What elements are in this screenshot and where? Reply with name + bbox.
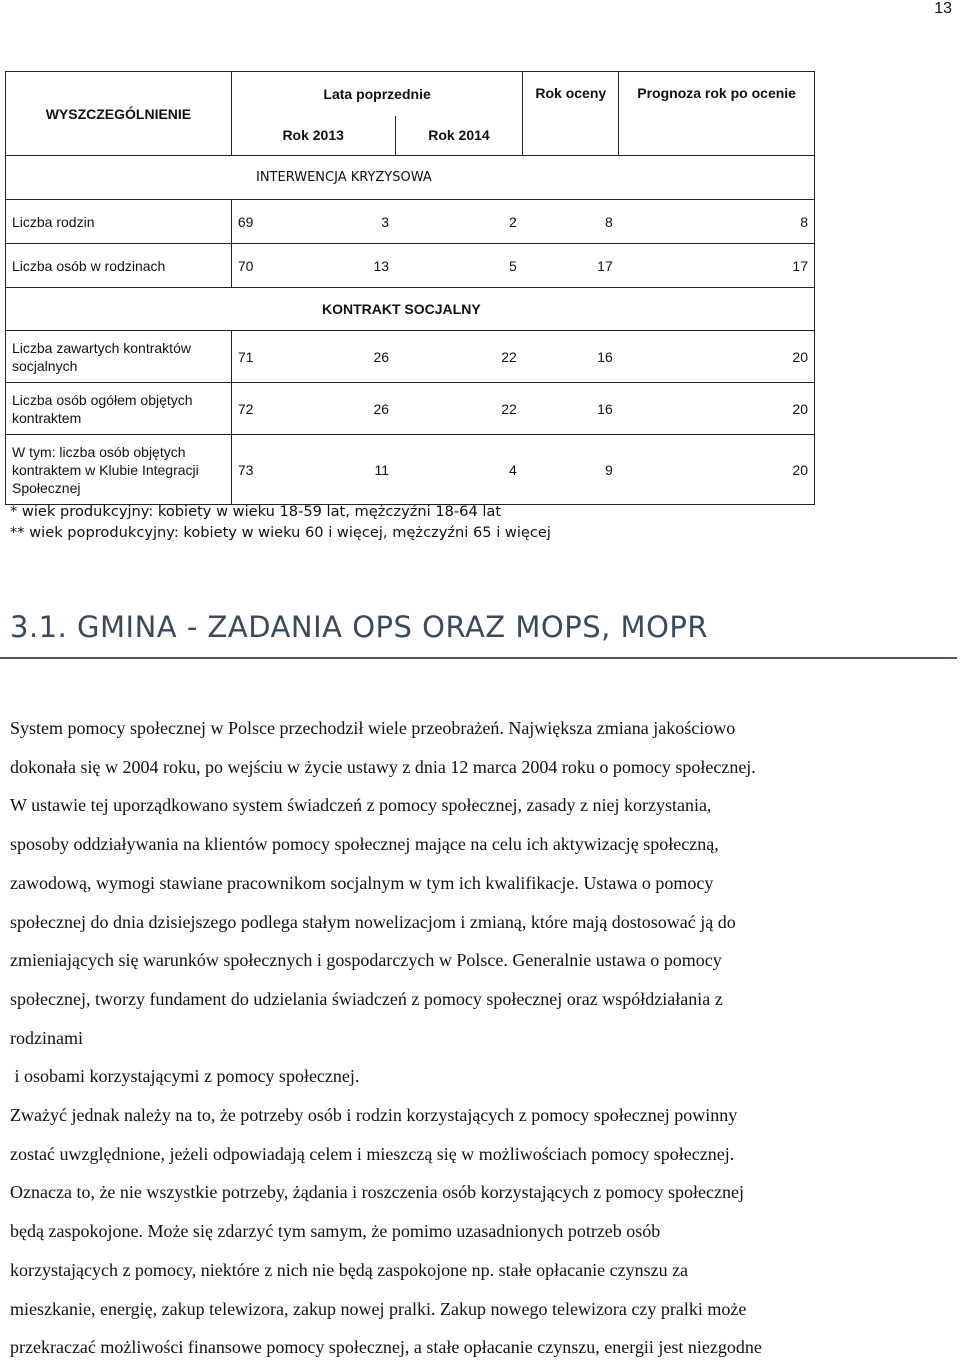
cell-value: 22 — [395, 383, 523, 435]
row-label-line: socjalnych — [12, 357, 78, 374]
cell-value: 20 — [619, 435, 815, 505]
cell-value: 71 — [231, 331, 301, 383]
cell-value: 16 — [523, 331, 619, 383]
text-line: rodzinami — [10, 1027, 83, 1048]
row-label-line: kontraktem w Klubie Integracji — [12, 461, 199, 478]
text-line: społecznej do dnia dzisiejszego podlega stałym nowelizacjom i zmianą, które mają dostosować ją do — [10, 911, 736, 932]
header-evaluation-year: Rok oceny — [523, 72, 619, 156]
cell-value: 69 — [231, 200, 301, 244]
section-heading: 3.1. GMINA - ZADANIA OPS ORAZ MOPS, MOPR — [10, 610, 709, 644]
table-footnotes — [10, 501, 551, 543]
text-line: System pomocy społecznej w Polsce przechodził wiele przeobrażeń. Największa zmiana jakościowo — [10, 718, 736, 738]
text-line: i osobami korzystającymi z pomocy społecznej. — [10, 1066, 360, 1087]
section-title-crisis: INTERWENCJA KRYZYSOWA — [6, 156, 815, 200]
statistics-table — [5, 71, 815, 505]
text-line: mieszkanie, energię, zakup telewizora, zakup nowej pralki. Zakup nowego telewizora czy pralki może — [10, 1298, 747, 1319]
cell-value: 5 — [395, 244, 523, 288]
cell-value: 72 — [231, 383, 301, 435]
cell-value: 17 — [523, 244, 619, 288]
cell-value: 26 — [301, 383, 395, 435]
row-label-line: kontraktem — [12, 409, 82, 426]
text-line: zmieniających się warunków społecznych i gospodarczych w Polsce. Generalnie ustawa o pomocy — [10, 950, 722, 971]
cell-value: 8 — [619, 200, 815, 244]
cell-value: 11 — [301, 435, 395, 505]
header-forecast: Prognoza rok po ocenie — [619, 72, 815, 156]
text-line: korzystających z pomocy, niektóre z nich nie będą zaspokojone np. stałe opłacanie czynszu za — [10, 1259, 689, 1280]
text-line: sposoby oddziaływania na klientów pomocy społecznej mające na celu ich aktywizację społeczną, — [10, 834, 719, 855]
text-line: będą zaspokojone. Może się zdarzyć tym samym, że pomimo uzasadnionych potrzeb osób — [10, 1221, 661, 1242]
row-label: Liczba osób w rodzinach — [6, 244, 232, 288]
header-main: WYSZCZEGÓLNIENIE — [6, 72, 232, 156]
text-line: W ustawie tej uporządkowano system świadczeń z pomocy społecznej, zasady z niej korzystania, — [10, 795, 712, 816]
text-line: zawodową, wymogi stawiane pracownikom socjalnym w tym ich kwalifikacje. Ustawa o pomocy — [10, 872, 714, 893]
footnote: ** wiek poprodukcyjny: kobiety w wieku 60 i więcej, mężczyźni 65 i więcej — [10, 524, 551, 541]
row-label-line: W tym: liczba osób objętych — [12, 443, 186, 460]
footnote: * wiek produkcyjny: kobiety w wieku 18-59 lat, mężczyźni 18-64 lat — [10, 503, 502, 520]
heading-divider — [0, 657, 957, 659]
row-label-line: Liczba osób ogółem objętych — [12, 391, 193, 408]
section-title-contract: KONTRAKT SOCJALNY — [6, 288, 815, 331]
cell-value: 17 — [619, 244, 815, 288]
cell-value: 8 — [523, 200, 619, 244]
text-line: przekraczać możliwości finansowe pomocy społecznej, a stałe opłacanie czynszu, energii jest niezgodne — [10, 1337, 762, 1358]
cell-value: 13 — [301, 244, 395, 288]
cell-value: 3 — [301, 200, 395, 244]
row-label-line: Liczba zawartych kontraktów — [12, 339, 191, 356]
cell-value: 9 — [523, 435, 619, 505]
cell-value: 73 — [231, 435, 301, 505]
body-text — [10, 709, 958, 1367]
text-line: zostać uwzględnione, jeżeli odpowiadają celem i mieszczą się w możliwościach pomocy społecznej. — [10, 1143, 735, 1164]
row-label — [6, 331, 232, 383]
cell-value: 70 — [231, 244, 301, 288]
row-label: Liczba rodzin — [6, 200, 232, 244]
row-label-line: Społecznej — [12, 479, 81, 496]
cell-value: 2 — [395, 200, 523, 244]
text-line: dokonała się w 2004 roku, po wejściu w życie ustawy z dnia 12 marca 2004 roku o pomocy społecznej. — [10, 756, 756, 777]
table-row — [6, 200, 815, 244]
header-previous-years: Lata poprzednie — [231, 72, 523, 116]
table-row — [6, 435, 815, 505]
cell-value: 20 — [619, 383, 815, 435]
cell-value: 4 — [395, 435, 523, 505]
cell-value: 26 — [301, 331, 395, 383]
cell-value: 16 — [523, 383, 619, 435]
table-row — [6, 383, 815, 435]
table-row — [6, 331, 815, 383]
header-year-2014: Rok 2014 — [395, 116, 523, 156]
table-row — [6, 244, 815, 288]
text-line: Oznacza to, że nie wszystkie potrzeby, żądania i roszczenia osób korzystających z pomocy społecznej — [10, 1182, 745, 1203]
cell-value: 20 — [619, 331, 815, 383]
header-year-2013: Rok 2013 — [231, 116, 395, 156]
row-label — [6, 435, 232, 505]
text-line: Zważyć jednak należy na to, że potrzeby osób i rodzin korzystających z pomocy społecznej powinny — [10, 1105, 738, 1126]
text-line: społecznej, tworzy fundament do udzielania świadczeń z pomocy społecznej oraz współdziałania z — [10, 988, 723, 1009]
row-label — [6, 383, 232, 435]
page-number: 13 — [934, 0, 952, 17]
cell-value: 22 — [395, 331, 523, 383]
